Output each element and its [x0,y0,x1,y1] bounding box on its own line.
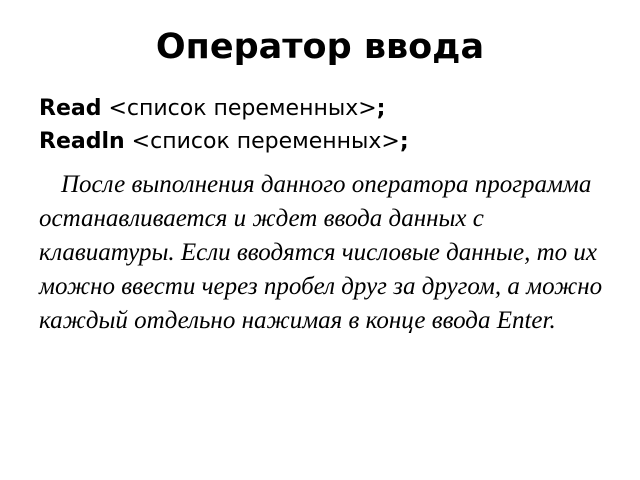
syntax-block [39,92,409,158]
description-paragraph: После выполнения данного оператора программа останавливается и ждет ввода данных с клавиатуры. Если вводятся числовые данные, то их можно ввести через пробел друг за другом, а можно каждый отдельно нажимая в конце ввода Enter. [39,171,603,334]
keyword-readln: Readln [39,129,125,154]
syntax-args-read: <список переменных> [108,96,377,121]
syntax-args-readln: <список переменных> [131,129,400,154]
syntax-line-readln [39,125,409,158]
slide-title: Оператор ввода [155,27,485,67]
syntax-terminator-readln: ; [399,129,409,154]
syntax-terminator-read: ; [376,96,386,121]
syntax-line-read [39,92,409,125]
keyword-read: Read [39,96,102,121]
